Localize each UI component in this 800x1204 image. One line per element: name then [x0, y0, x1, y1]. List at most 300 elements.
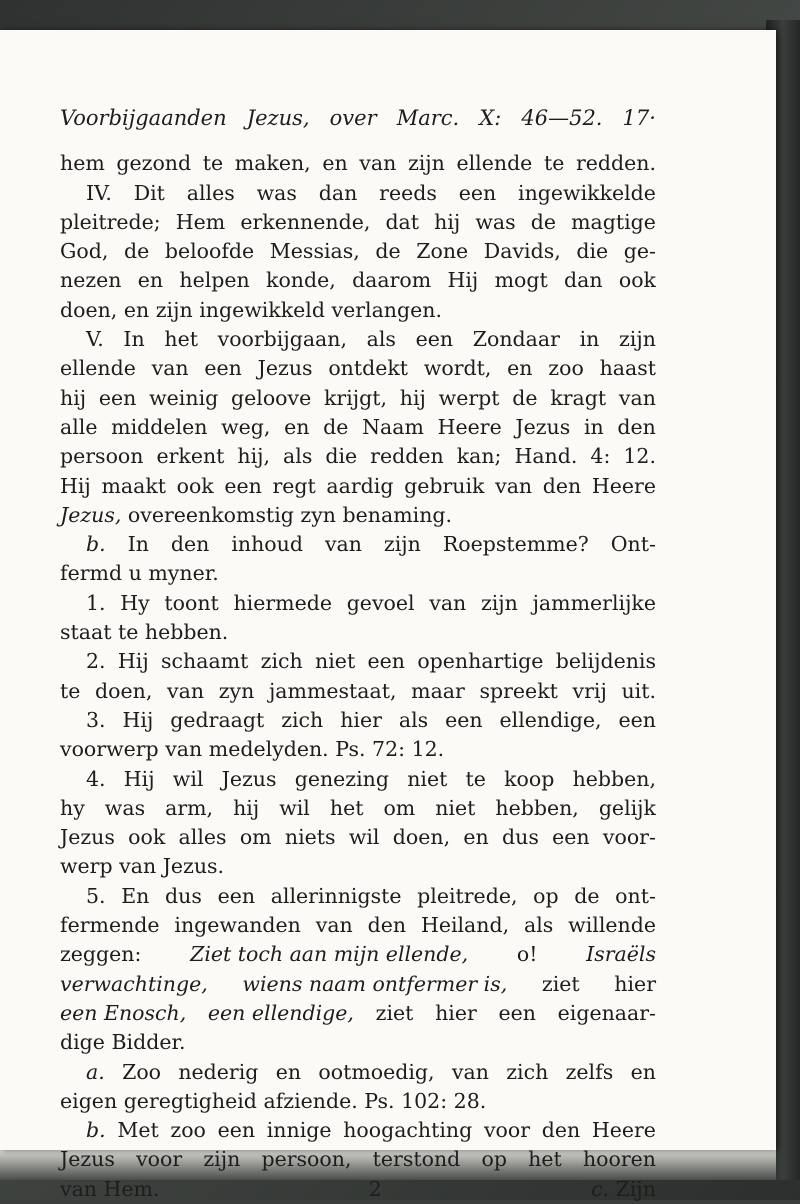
text-line: [60, 149, 656, 178]
text-line: [60, 970, 656, 999]
word: erkennende,: [240, 209, 371, 234]
word: dus: [165, 883, 202, 908]
word: Met: [117, 1118, 159, 1143]
word: van: [359, 151, 397, 176]
word: eigen: [60, 1088, 118, 1113]
word: haast: [599, 356, 656, 381]
word: In: [127, 532, 149, 557]
text-line: [60, 179, 656, 208]
word: jammerlijke: [532, 590, 656, 615]
word: ziet: [541, 971, 580, 996]
word: hier: [614, 971, 656, 996]
word: geregtigheid: [123, 1088, 257, 1113]
word: regt: [272, 473, 316, 498]
word: mogt: [494, 268, 548, 293]
word: konde,: [266, 268, 336, 293]
text-line: [60, 677, 656, 706]
word: eigenaar-: [557, 1000, 656, 1025]
word: aardig: [326, 473, 394, 498]
word: spreekt: [479, 678, 558, 703]
word: Naam: [362, 414, 424, 439]
word: van: [324, 532, 362, 557]
word: zelfs: [565, 1059, 614, 1084]
word: over: [329, 106, 377, 130]
word: een: [217, 883, 256, 908]
text-line: [60, 882, 656, 911]
word: Bidder.: [111, 1030, 186, 1055]
word: te: [202, 151, 224, 176]
word: Hem: [175, 209, 226, 234]
text-line: [60, 1028, 656, 1057]
text-line: [60, 765, 656, 794]
text-line: [60, 1058, 656, 1087]
word: om: [239, 825, 272, 850]
word: om: [383, 795, 416, 820]
word: weinig: [149, 385, 219, 410]
text-line: [60, 823, 656, 852]
word: alle: [60, 414, 98, 439]
word: reeds: [379, 180, 437, 205]
word: alles: [178, 825, 227, 850]
word: Zondaar: [472, 327, 560, 352]
word: den: [617, 414, 656, 439]
word: u: [128, 561, 142, 586]
word: Zoo: [122, 1059, 162, 1084]
word: dat: [385, 209, 420, 234]
word: schaamt: [161, 649, 249, 674]
word: als: [398, 707, 429, 732]
word: redden: [370, 444, 444, 469]
text-line: [60, 852, 656, 881]
word: Hand.: [514, 444, 578, 469]
word: en: [630, 1059, 656, 1084]
word: die: [325, 444, 358, 469]
word: Hij: [117, 649, 149, 674]
word: fermd: [60, 561, 123, 586]
word: Messias,: [269, 239, 360, 264]
word: zeggen:: [60, 942, 142, 967]
word: hier: [340, 707, 382, 732]
text-line: [60, 559, 656, 588]
word: pleitrede,: [417, 883, 518, 908]
word: En: [121, 883, 150, 908]
word: krijgt,: [324, 385, 388, 410]
word: van: [451, 1059, 489, 1084]
text-line: [60, 530, 656, 559]
text-line: [60, 266, 656, 295]
word: verlangen.: [331, 297, 442, 322]
word: openhartige: [417, 649, 544, 674]
word: zijn: [203, 1147, 241, 1172]
word: middelen: [111, 414, 208, 439]
word: 5.: [86, 883, 106, 908]
word: Heere: [591, 1118, 656, 1143]
word: en: [507, 356, 533, 381]
word: a.: [86, 1059, 105, 1084]
word: afziende.: [263, 1088, 358, 1113]
word: myner.: [148, 561, 219, 586]
word: belijdenis: [555, 649, 656, 674]
word: alles: [186, 180, 235, 205]
word: ook: [128, 825, 166, 850]
word: Israëls: [586, 942, 656, 967]
word: Hy: [120, 590, 150, 615]
word: 3.: [86, 707, 106, 732]
text-line: [60, 999, 656, 1028]
word: zyn: [218, 678, 255, 703]
word: Hij: [122, 707, 154, 732]
word: en: [463, 825, 489, 850]
word: koop: [504, 766, 555, 791]
word: werpt: [438, 385, 500, 410]
word: het: [528, 1147, 562, 1172]
text-line: [60, 589, 656, 618]
word: Hij: [123, 766, 155, 791]
word: Jezus: [515, 414, 571, 439]
word: zich: [506, 1059, 549, 1084]
word: een ellendige,: [207, 1000, 354, 1025]
word: kan;: [456, 444, 502, 469]
word: de: [123, 239, 150, 264]
word: 46—52.: [521, 106, 603, 130]
word: zich: [281, 707, 324, 732]
word: Jezus,: [60, 502, 122, 527]
word: de: [574, 883, 600, 908]
word: vrij: [572, 678, 607, 703]
word: willende: [568, 913, 656, 938]
text-line: [60, 1145, 656, 1174]
text-line: [60, 735, 656, 764]
text-line: [60, 501, 656, 530]
text-line: [60, 647, 656, 676]
word: staat: [60, 620, 112, 645]
word: van: [429, 590, 467, 615]
word: ook: [618, 268, 656, 293]
word: 2.: [86, 649, 106, 674]
word: kragt: [550, 385, 607, 410]
word: weg,: [221, 414, 271, 439]
word: den: [541, 1118, 581, 1143]
word: een: [217, 1118, 256, 1143]
word: het: [164, 327, 198, 352]
word: Davids,: [483, 239, 561, 264]
word: 28.: [453, 1088, 487, 1113]
word: pleitrede;: [60, 209, 161, 234]
word: een: [98, 385, 137, 410]
word: en: [284, 414, 310, 439]
word: Ziet toch aan mijn ellende,: [190, 942, 469, 967]
word: ootmoedig,: [318, 1059, 435, 1084]
word: hebben.: [144, 620, 229, 645]
word: zijn: [618, 327, 656, 352]
word: doen,: [60, 297, 118, 322]
word: Ps.: [364, 1088, 395, 1113]
word: niets: [284, 825, 336, 850]
word: een: [367, 649, 405, 674]
word: den: [542, 473, 582, 498]
word: overeenkomstig: [127, 502, 294, 527]
word: de: [530, 209, 556, 234]
text-line: [60, 706, 656, 735]
word: als: [283, 444, 313, 469]
word: hij: [434, 209, 461, 234]
word: niet: [435, 795, 476, 820]
word: van: [119, 854, 157, 879]
text-line: [60, 354, 656, 383]
word: een Enosch,: [60, 1000, 187, 1025]
word: ellende: [60, 356, 136, 381]
word: niet: [407, 766, 448, 791]
word: een: [445, 707, 483, 732]
word: Heiland,: [420, 913, 510, 938]
word: was: [104, 795, 146, 820]
word: het: [329, 795, 364, 820]
word: Voorbijgaanden: [60, 106, 227, 130]
word: gezond: [116, 151, 192, 176]
word: was: [256, 180, 297, 205]
word: Marc.: [396, 106, 460, 130]
word: hebben,: [495, 795, 579, 820]
word: een: [224, 473, 262, 498]
text-line: [60, 911, 656, 940]
word: Heere: [591, 473, 656, 498]
word: de: [323, 414, 349, 439]
word: Ont-: [610, 532, 656, 557]
word: 17·: [622, 106, 656, 130]
word: terstond: [372, 1147, 461, 1172]
word: niet: [315, 649, 356, 674]
word: op: [481, 1147, 507, 1172]
word: erkent: [156, 444, 225, 469]
text-line: [60, 413, 656, 442]
text-line: [60, 794, 656, 823]
word: geloove: [231, 385, 312, 410]
text-line: [60, 618, 656, 647]
signature-mark: 2: [368, 1176, 382, 1201]
word: hooren: [582, 1147, 656, 1172]
word: 102:: [401, 1088, 448, 1113]
word: de: [375, 239, 401, 264]
word: te: [543, 151, 565, 176]
word: werp: [60, 854, 113, 879]
word: voorbijgaan,: [217, 327, 347, 352]
word: ook: [176, 473, 214, 498]
word: inhoud: [231, 532, 303, 557]
word: V.: [86, 327, 104, 352]
word: beloofde: [164, 239, 255, 264]
word: een: [552, 825, 590, 850]
word: 4:: [590, 444, 611, 469]
text-line: [60, 1116, 656, 1145]
word: wil: [279, 795, 310, 820]
word: maar: [411, 678, 465, 703]
word: 1.: [86, 590, 106, 615]
word: daarom: [352, 268, 432, 293]
word: van: [495, 473, 533, 498]
word: doen,: [95, 678, 153, 703]
word: In: [123, 327, 145, 352]
word: uit.: [621, 678, 656, 703]
word: van: [165, 737, 203, 762]
word: zijn: [155, 297, 193, 322]
word: wordt,: [423, 356, 492, 381]
word: den: [170, 532, 210, 557]
word: als: [523, 913, 554, 938]
word: van: [315, 913, 353, 938]
word: ont-: [615, 883, 656, 908]
word: de: [512, 385, 538, 410]
word: zijn: [383, 532, 421, 557]
word: Hij: [60, 473, 91, 498]
word: een: [498, 1000, 536, 1025]
word: ellendige,: [499, 707, 602, 732]
word: persoon: [60, 444, 144, 469]
text-line: [60, 1087, 656, 1116]
word: wil: [348, 825, 380, 850]
word: Heere: [437, 414, 502, 439]
word: toont: [164, 590, 219, 615]
word: 12.: [411, 737, 445, 762]
word: hier: [435, 1000, 477, 1025]
word: allerinnigste: [270, 883, 402, 908]
word: Dit: [133, 180, 165, 205]
word: ziet: [375, 1000, 414, 1025]
word: jammestaat,: [268, 678, 397, 703]
word: God,: [60, 239, 109, 264]
word: en: [123, 297, 150, 322]
text-line: [60, 384, 656, 413]
word: te: [465, 766, 486, 791]
word: en: [137, 268, 164, 293]
word: hij: [399, 385, 426, 410]
word: benaming.: [342, 502, 453, 527]
word: dus: [502, 825, 539, 850]
word: Jezus: [60, 825, 115, 850]
word: een: [415, 327, 454, 352]
word: helpen: [179, 268, 250, 293]
word: ingewikkeld: [199, 297, 325, 322]
word: dige: [60, 1030, 105, 1055]
footer-last-words: van Hem.: [60, 1176, 160, 1201]
word: Jezus: [257, 356, 313, 381]
word: van: [151, 356, 189, 381]
text-line: [60, 442, 656, 471]
word: die: [576, 239, 609, 264]
word: genezing: [294, 766, 389, 791]
word: hem: [60, 151, 105, 176]
word: in: [579, 327, 600, 352]
word: wil: [172, 766, 204, 791]
word: Zone: [416, 239, 469, 264]
word: ingewikkelde: [518, 180, 656, 205]
word: medelyden.: [208, 737, 329, 762]
word: gevoel: [346, 590, 415, 615]
word: 12.: [623, 444, 656, 469]
word: in: [583, 414, 604, 439]
word: Jezus.: [162, 854, 225, 879]
word: maakt: [101, 473, 166, 498]
word: Jezus,: [246, 106, 310, 130]
word: zijn: [407, 151, 445, 176]
word: hij: [233, 795, 260, 820]
word: voor: [136, 1147, 183, 1172]
text-line: [60, 208, 656, 237]
word: nederig: [178, 1059, 259, 1084]
word: maken,: [234, 151, 311, 176]
word: Jezus: [60, 1147, 115, 1172]
text-line: [60, 940, 656, 969]
text-line: [60, 296, 656, 325]
word: dan: [564, 268, 603, 293]
word: arm,: [165, 795, 214, 820]
word: b.: [86, 532, 106, 557]
word: een: [458, 180, 497, 205]
word: innige: [266, 1118, 332, 1143]
word: hij: [60, 385, 87, 410]
word: zich: [260, 649, 303, 674]
word: gedraagt: [170, 707, 265, 732]
word: 4.: [86, 766, 106, 791]
catchword: c. Zijn: [591, 1176, 656, 1201]
word: persoon,: [261, 1147, 352, 1172]
word: 72:: [372, 737, 406, 762]
word: Jezus: [221, 766, 277, 791]
word: als: [366, 327, 396, 352]
word: hij,: [237, 444, 271, 469]
word: Roepstemme?: [442, 532, 589, 557]
word: Hij: [447, 268, 479, 293]
word: te: [117, 620, 139, 645]
word: gebruik: [404, 473, 485, 498]
page-text-block: [60, 104, 656, 1204]
word: en: [275, 1059, 302, 1084]
word: een: [618, 707, 656, 732]
running-header: [60, 104, 656, 133]
word: fermende: [60, 913, 160, 938]
text-line: [60, 237, 656, 266]
text-line: [60, 325, 656, 354]
word: van: [167, 678, 205, 703]
word: b.: [86, 1118, 106, 1143]
word: op: [533, 883, 559, 908]
word: nezen: [60, 268, 122, 293]
word: van: [618, 385, 656, 410]
word: hebben,: [572, 766, 656, 791]
word: een: [204, 356, 242, 381]
word: IV.: [86, 180, 112, 205]
word: Ps.: [335, 737, 366, 762]
word: redden.: [575, 151, 656, 176]
word: dan: [318, 180, 358, 205]
word: hoogachting: [343, 1118, 473, 1143]
word: magtige: [571, 209, 656, 234]
word: hy: [60, 795, 85, 820]
word: voor-: [602, 825, 656, 850]
word: zoo: [170, 1118, 206, 1143]
word: hiermede: [233, 590, 332, 615]
word: zoo: [548, 356, 584, 381]
word: doen,: [392, 825, 451, 850]
word: ingewanden: [174, 913, 301, 938]
word: gelijk: [598, 795, 656, 820]
word: X:: [479, 106, 502, 130]
word: was: [475, 209, 516, 234]
word: voor: [483, 1118, 531, 1143]
word: zyn: [300, 502, 337, 527]
word: ellende: [456, 151, 533, 176]
word: verwachtinge,: [60, 971, 208, 996]
word: zijn: [480, 590, 518, 615]
